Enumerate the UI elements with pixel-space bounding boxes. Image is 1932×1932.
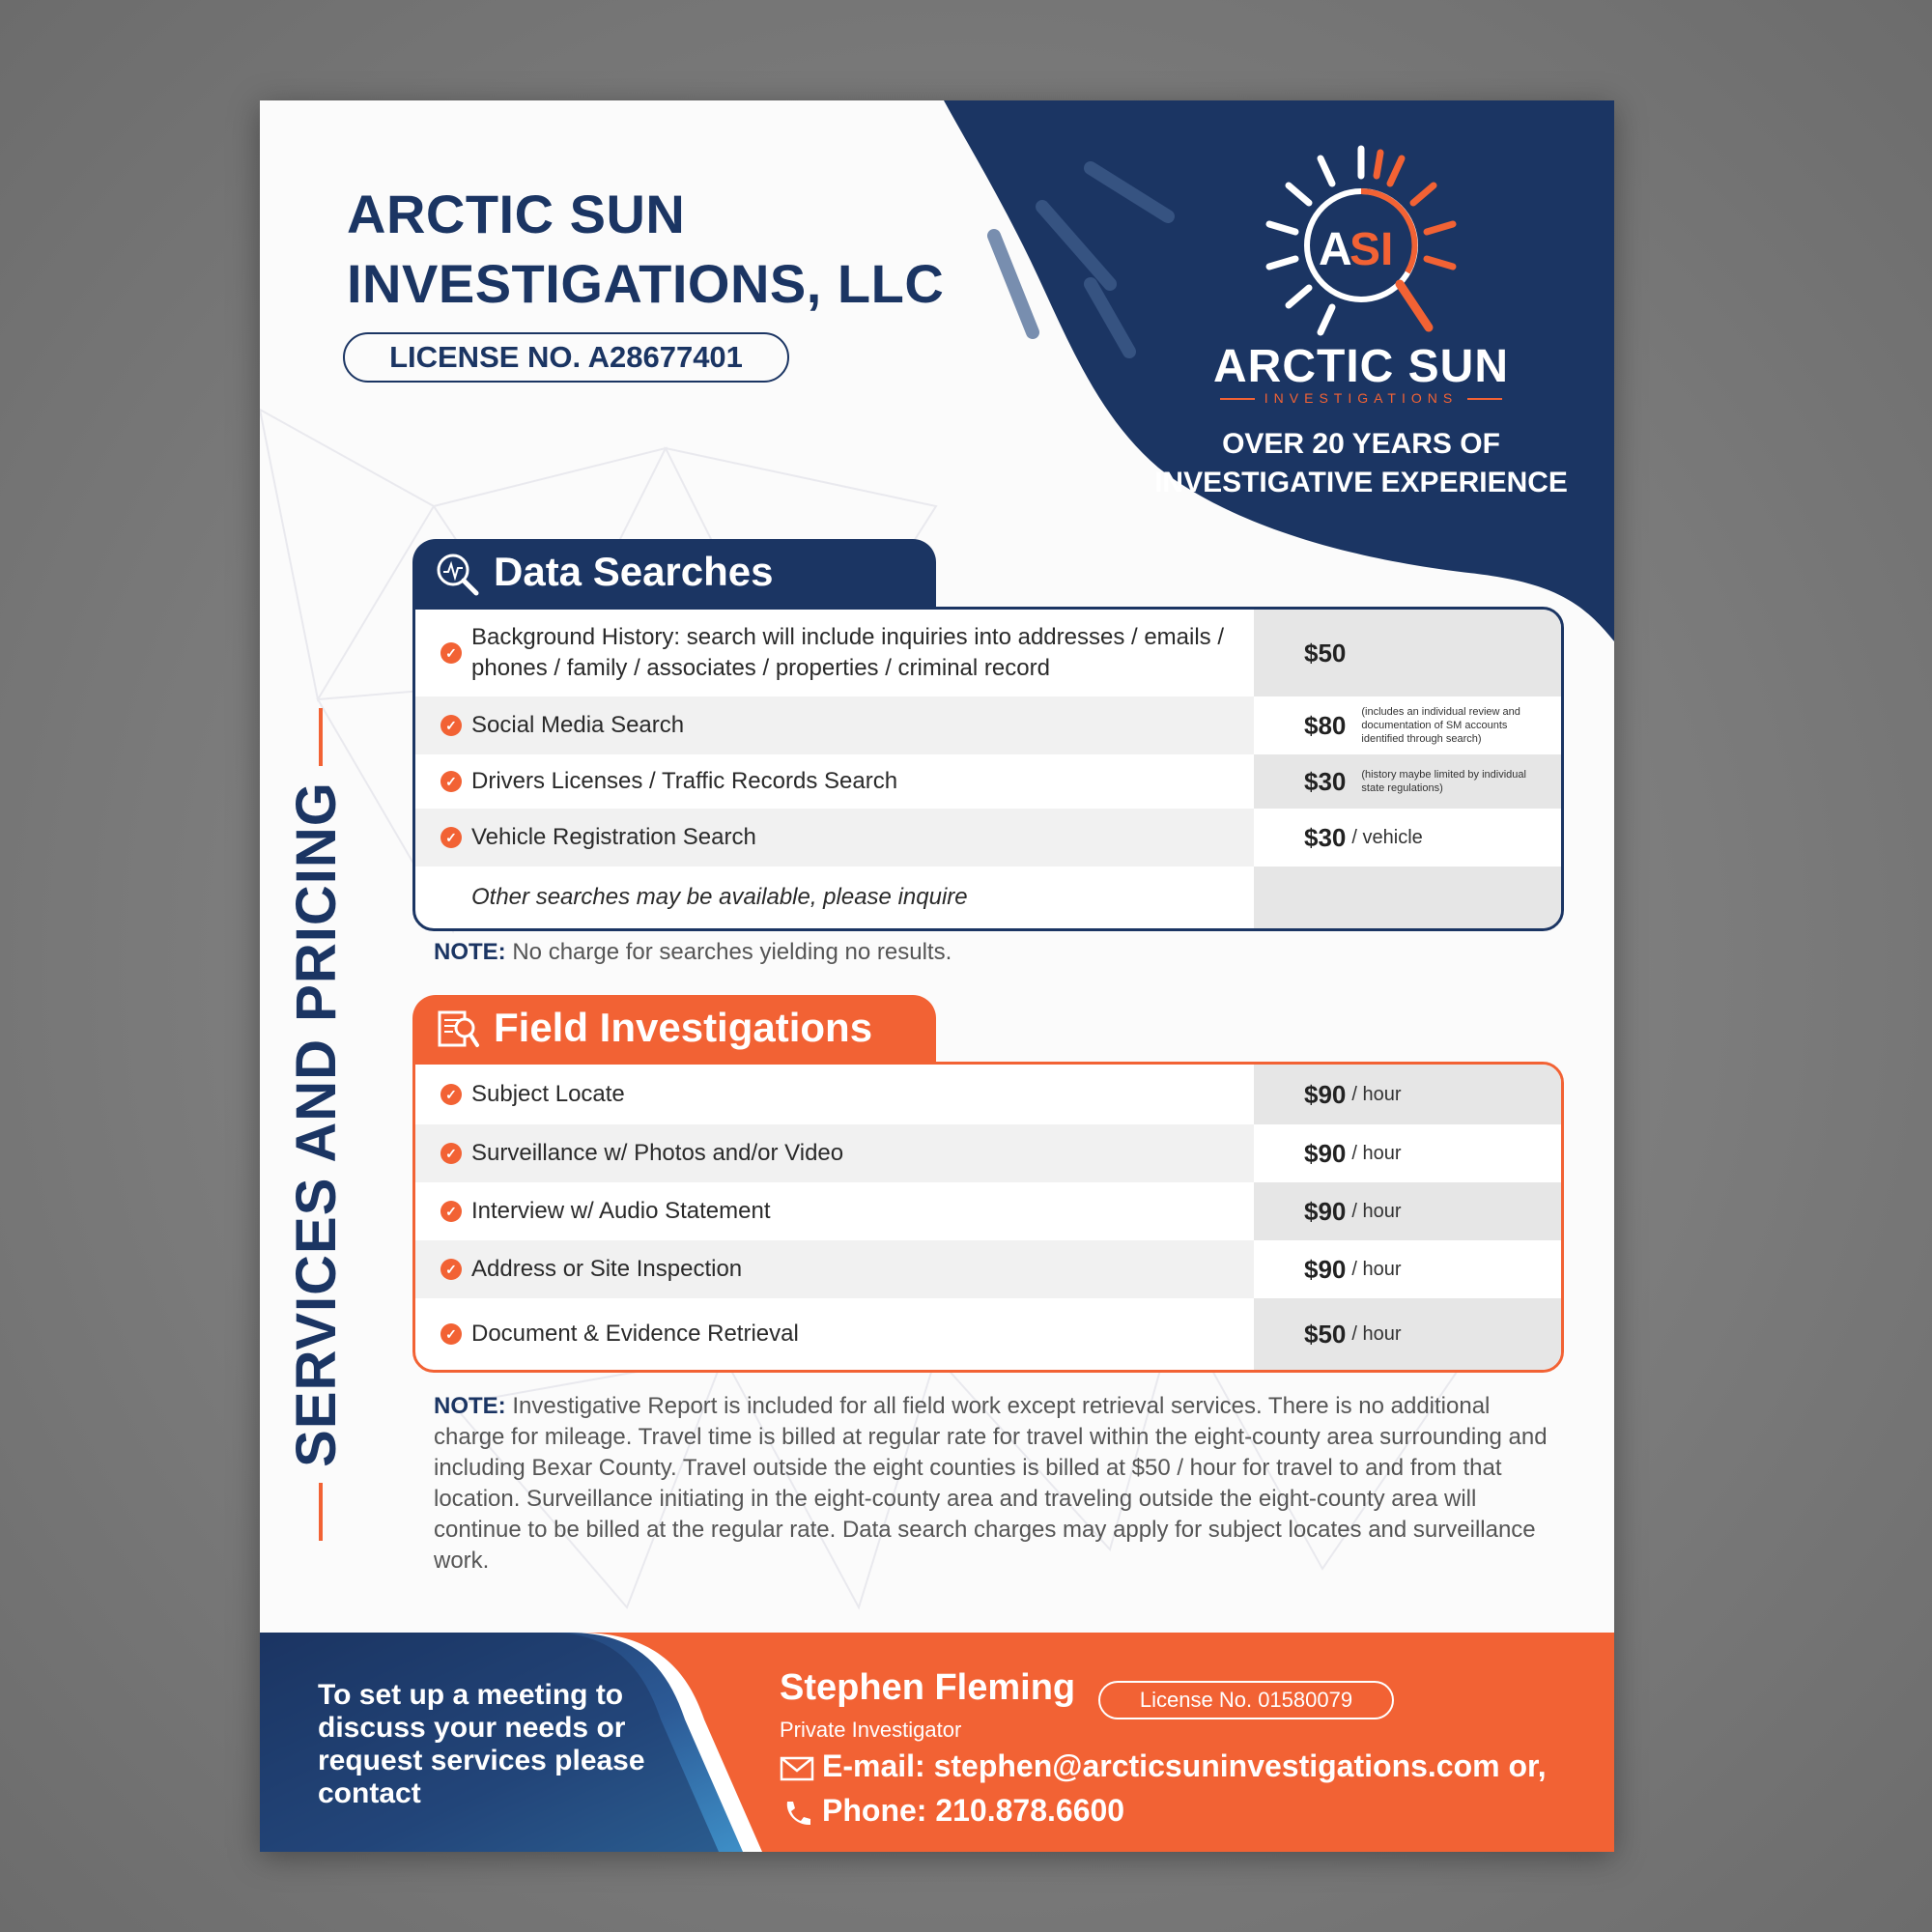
service-name: Address or Site Inspection bbox=[471, 1256, 743, 1282]
price-amount: $50 bbox=[1304, 1319, 1347, 1349]
service-name: Interview w/ Audio Statement bbox=[471, 1198, 771, 1224]
logo-letter-a: A bbox=[1319, 224, 1352, 275]
price-amount: $50 bbox=[1304, 638, 1347, 668]
checkmark-icon: ✓ bbox=[440, 1084, 462, 1105]
price-unit: / vehicle bbox=[1351, 826, 1423, 848]
row-description bbox=[415, 809, 1254, 867]
row-price bbox=[1254, 1182, 1561, 1240]
note-label: NOTE: bbox=[434, 1393, 506, 1419]
email-contact[interactable] bbox=[780, 1748, 1547, 1784]
note-text: Investigative Report is included for all field work except retrieval services. There is no additional charge for mileage. Travel time is billed at regular rate for travel within the eight-county area surrounding and including Bexar County. Travel outside the eight counties is billed at $50 / hour for travel to and from that location. Surveillance initiating in the eight-county area and traveling outside the eight-county area will continue to be billed at the regular rate. Data search charges may apply for subject locates and surveillance work. bbox=[434, 1393, 1548, 1574]
table-row bbox=[415, 754, 1561, 809]
table-row bbox=[415, 1182, 1561, 1240]
note-label: NOTE: bbox=[434, 939, 506, 965]
price-amount: $90 bbox=[1304, 1254, 1347, 1284]
table-row bbox=[415, 1124, 1561, 1182]
investigator-role: Private Investigator bbox=[780, 1718, 962, 1742]
row-description bbox=[415, 1240, 1254, 1298]
table-row bbox=[415, 696, 1561, 754]
row-price bbox=[1254, 1298, 1561, 1370]
investigator-license-badge: License No. 01580079 bbox=[1098, 1681, 1394, 1719]
table-row bbox=[415, 1065, 1561, 1124]
checkmark-icon: ✓ bbox=[440, 827, 462, 848]
company-name-line2: INVESTIGATIONS, LLC bbox=[347, 253, 945, 314]
row-price bbox=[1254, 1124, 1561, 1182]
experience-tagline bbox=[1129, 425, 1593, 502]
table-row bbox=[415, 1240, 1561, 1298]
brand-subtitle-text: INVESTIGATIONS bbox=[1264, 390, 1459, 406]
price-fine-print: (includes an individual review and documentation of SM accounts identified through search) bbox=[1361, 706, 1520, 745]
row-description bbox=[415, 1065, 1254, 1124]
tagline-line2: INVESTIGATIVE EXPERIENCE bbox=[1154, 467, 1568, 498]
row-price bbox=[1254, 809, 1561, 867]
phone-text[interactable]: Phone: 210.878.6600 bbox=[822, 1793, 1125, 1828]
service-name: Drivers Licenses / Traffic Records Search bbox=[471, 768, 898, 794]
data-searches-tab bbox=[412, 539, 936, 609]
price-amount: $30 bbox=[1304, 822, 1347, 852]
price-amount: $90 bbox=[1304, 1138, 1347, 1168]
phone-contact[interactable] bbox=[780, 1793, 1124, 1829]
data-searches-table bbox=[412, 607, 1564, 931]
checkmark-icon: ✓ bbox=[440, 1201, 462, 1222]
title-dash-right bbox=[319, 708, 323, 766]
table-row bbox=[415, 1298, 1561, 1370]
checkmark-icon: ✓ bbox=[440, 1259, 462, 1280]
row-price bbox=[1254, 1065, 1561, 1124]
service-name: Background History: search will include inquiries into addresses / emails / phones / family / associates / properties / criminal record bbox=[471, 624, 1225, 681]
other-searches-note: Other searches may be available, please inquire bbox=[471, 884, 968, 910]
company-license-badge: LICENSE NO. A28677401 bbox=[343, 332, 789, 383]
price-unit: / hour bbox=[1351, 1142, 1402, 1164]
phone-icon bbox=[780, 1799, 814, 1828]
field-investigations-table bbox=[412, 1062, 1564, 1373]
checkmark-icon: ✓ bbox=[440, 771, 462, 792]
title-dash-left bbox=[319, 1483, 323, 1541]
row-price-empty bbox=[1254, 867, 1561, 928]
side-title-text: SERVICES AND PRICING bbox=[285, 781, 348, 1467]
row-price bbox=[1254, 1240, 1561, 1298]
data-searches-title: Data Searches bbox=[494, 549, 774, 594]
service-name: Vehicle Registration Search bbox=[471, 824, 756, 850]
price-fine-print: (history maybe limited by individual state regulations) bbox=[1361, 769, 1526, 794]
price-unit: / hour bbox=[1351, 1200, 1402, 1222]
price-amount: $80 bbox=[1304, 710, 1347, 740]
flyer-sheet bbox=[260, 100, 1614, 1852]
envelope-icon bbox=[780, 1756, 814, 1781]
row-description bbox=[415, 1124, 1254, 1182]
row-description bbox=[415, 610, 1254, 696]
investigator-name: Stephen Fleming bbox=[780, 1667, 1076, 1708]
price-amount: $90 bbox=[1304, 1196, 1347, 1226]
field-investigations-note bbox=[434, 1391, 1564, 1577]
note-text: No charge for searches yielding no results. bbox=[505, 939, 952, 965]
price-unit: / hour bbox=[1351, 1322, 1402, 1345]
services-pricing-vertical-title bbox=[285, 690, 348, 1559]
price-unit: / hour bbox=[1351, 1258, 1402, 1280]
service-name: Subject Locate bbox=[471, 1081, 625, 1107]
brand-name: ARCTIC SUN bbox=[1213, 341, 1509, 392]
checkmark-icon: ✓ bbox=[440, 715, 462, 736]
document-magnifier-icon bbox=[434, 1007, 480, 1053]
email-text[interactable]: E-mail: stephen@arcticsuninvestigations.com or, bbox=[822, 1748, 1547, 1783]
service-name: Social Media Search bbox=[471, 712, 685, 738]
row-description bbox=[415, 754, 1254, 809]
brand-subtitle bbox=[1207, 390, 1516, 406]
company-name bbox=[347, 180, 1023, 319]
price-unit: / hour bbox=[1351, 1083, 1402, 1105]
price-amount: $30 bbox=[1304, 766, 1347, 796]
field-investigations-tab bbox=[412, 995, 936, 1065]
row-description bbox=[415, 1182, 1254, 1240]
table-row bbox=[415, 809, 1561, 867]
data-searches-note bbox=[434, 937, 1496, 968]
price-amount: $90 bbox=[1304, 1079, 1347, 1109]
magnifier-chart-icon bbox=[434, 551, 480, 597]
row-price bbox=[1254, 610, 1561, 696]
table-row bbox=[415, 610, 1561, 696]
company-name-line1: ARCTIC SUN bbox=[347, 184, 686, 244]
field-investigations-title: Field Investigations bbox=[494, 1005, 873, 1050]
row-price bbox=[1254, 754, 1561, 809]
checkmark-icon: ✓ bbox=[440, 1143, 462, 1164]
contact-call-to-action: To set up a meeting to discuss your needs or request services please contact bbox=[318, 1679, 645, 1809]
table-row bbox=[415, 867, 1561, 928]
checkmark-icon: ✓ bbox=[440, 642, 462, 664]
row-description bbox=[415, 1298, 1254, 1370]
checkmark-icon: ✓ bbox=[440, 1323, 462, 1345]
logo-letters-si: SI bbox=[1350, 224, 1394, 275]
tagline-line1: OVER 20 YEARS OF bbox=[1222, 428, 1500, 460]
row-price bbox=[1254, 696, 1561, 754]
asi-sun-logo-icon bbox=[1245, 129, 1477, 361]
service-name: Surveillance w/ Photos and/or Video bbox=[471, 1140, 844, 1166]
row-description bbox=[415, 696, 1254, 754]
service-name: Document & Evidence Retrieval bbox=[471, 1321, 799, 1347]
